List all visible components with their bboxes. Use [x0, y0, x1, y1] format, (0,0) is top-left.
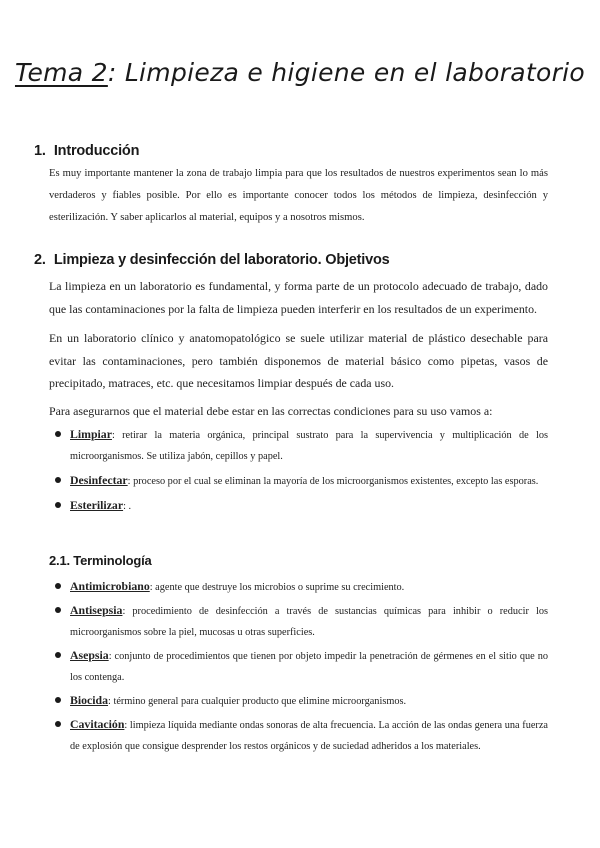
bullet-icon [55, 583, 61, 589]
list-item-term: Antisepsia [70, 603, 123, 617]
section-title: Introducción [53, 143, 140, 159]
bullet-icon [55, 502, 61, 508]
list-item-term: Biocida [70, 693, 109, 707]
list-item-term: Esterilizar [70, 498, 124, 512]
cleaning-methods-list [49, 424, 548, 520]
list-item-desc: : agente que destruye los microbios o suprime su crecimiento. [149, 582, 405, 593]
list-item [49, 714, 548, 757]
section-title: Limpieza y desinfección del laboratorio. Objetivos [53, 252, 390, 268]
title-text: : Limpieza e higiene en el laboratorio [107, 58, 586, 87]
list-item [49, 690, 548, 712]
list-item-desc: : proceso por el cual se eliminan la mayoría de los microorganismos existentes, excepto las esporas. [127, 476, 539, 487]
list-item-term: Limpiar [70, 427, 112, 441]
cleaning-paragraph-2: En un laboratorio clínico y anatomopatológico se suele utilizar material de plástico desechable para evitar las contaminaciones, pero también disponemos de material básico como pipetas, vasos de precipitado, matraces, etc. que necesitamos limpiar después de cada uso. [49, 331, 548, 390]
bullet-icon [55, 652, 61, 658]
list-item-desc: : conjunto de procedimientos que tienen por objeto impedir la penetración de gérmenes en el sitio que no los contenga. [70, 651, 548, 683]
bullet-icon [55, 477, 61, 483]
terminology-list [49, 576, 548, 759]
section-heading-introduccion [34, 143, 139, 159]
subsection-heading-terminologia: 2.1. Terminología [49, 553, 152, 568]
title-topic-number: Tema 2 [14, 58, 108, 87]
list-item [49, 495, 548, 517]
list-item-term: Desinfectar [70, 473, 128, 487]
bullet-icon [55, 721, 61, 727]
bullet-icon [55, 431, 61, 437]
intro-paragraph: Es muy importante mantener la zona de trabajo limpia para que los resultados de nuestros experimentos sean lo más verdaderos y fiables posible. Por ello es importante conocer todos los métodos de limpieza, desinfección y esterilización. Y saber aplicarlos al material, equipos y a nosotros mismos. [49, 168, 548, 223]
list-item-desc: : retirar la materia orgánica, principal sustrato para la supervivencia y multiplicación de los microorganismos. Se utiliza jabón, cepillos y papel. [70, 430, 548, 462]
cleaning-paragraph-3: Para asegurarnos que el material debe estar en las correctas condiciones para su uso vamos a: [49, 404, 493, 418]
list-item [49, 424, 548, 467]
list-item [49, 600, 548, 643]
bullet-icon [55, 697, 61, 703]
list-item-desc: : limpieza líquida mediante ondas sonoras de alta frecuencia. La acción de las ondas genera una fuerza de explosión que consigue desprender los restos orgánicos y de suciedad adheridos a los materiales. [70, 720, 548, 752]
list-item-term: Antimicrobiano [70, 579, 150, 593]
cleaning-paragraph-1: La limpieza en un laboratorio es fundamental, y forma parte de un protocolo adecuado de trabajo, dado que las contaminaciones por la falta de limpieza pueden interferir en los resultados de un experimento. [49, 279, 548, 316]
list-item-desc: : . [123, 501, 132, 512]
section-heading-limpieza [34, 252, 390, 268]
list-item [49, 470, 548, 492]
list-item-desc: : procedimiento de desinfección a través de sustancias químicas para inhibir o reducir los microorganismos sobre la piel, mucosas u otras superficies. [70, 606, 548, 638]
list-item-term: Asepsia [70, 648, 109, 662]
list-item [49, 645, 548, 688]
bullet-icon [55, 607, 61, 613]
section-number: 1. [34, 143, 46, 159]
list-item-desc: : término general para cualquier producto que elimine microorganismos. [108, 696, 407, 707]
list-item [49, 576, 548, 598]
section-number: 2. [34, 252, 46, 268]
page-title [0, 58, 600, 87]
list-item-term: Cavitación [70, 717, 125, 731]
